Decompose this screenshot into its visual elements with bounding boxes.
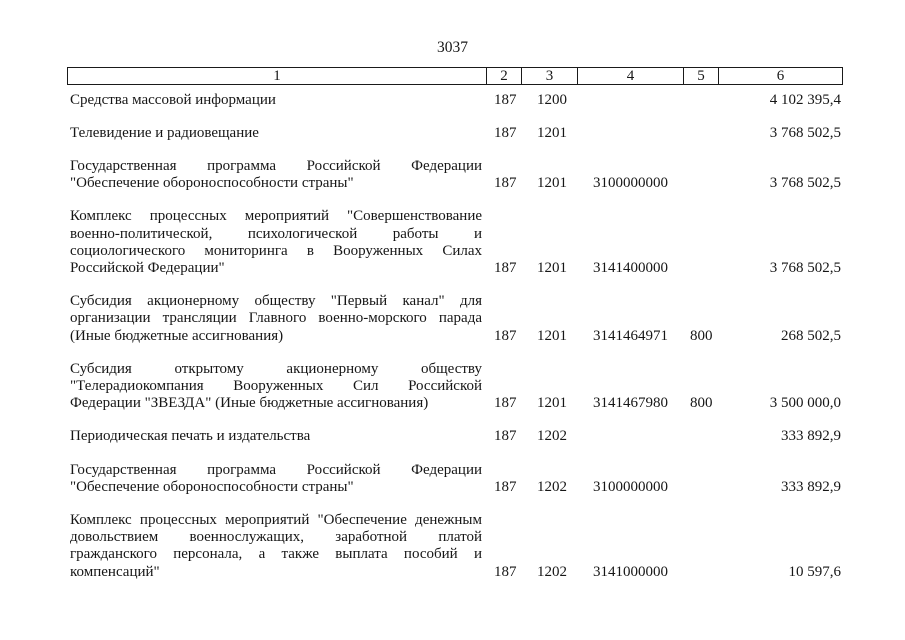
item-name-line: Федерации "ЗВЕЗДА" (Иные бюджетные ассигнования)	[70, 395, 429, 412]
ministry-code-cell: 187	[494, 563, 517, 580]
item-name-line: "Обеспечение обороноспособности страны"	[70, 175, 354, 192]
expense-type-cell: 800	[690, 327, 713, 344]
table-row	[68, 92, 842, 109]
amount-cell: 3 768 502,5	[769, 175, 841, 192]
ministry-code-cell: 187	[494, 124, 517, 141]
section-code-cell: 1202	[537, 563, 567, 580]
item-name-line: компенсаций"	[70, 563, 160, 580]
ministry-code-cell: 187	[494, 428, 517, 445]
page-number: 3037	[437, 39, 468, 56]
header-col-2: 2	[486, 68, 521, 84]
item-name-line: организации трансляции Главного военно-морского парада	[70, 310, 482, 327]
table-header-row	[67, 67, 843, 85]
item-name-line: довольствием военнослужащих, заработной платой	[70, 529, 482, 546]
table-row	[68, 462, 842, 496]
target-item-cell: 3100000000	[593, 175, 668, 192]
target-item-cell: 3141400000	[593, 259, 668, 276]
item-name-line: Средства массовой информации	[70, 91, 276, 108]
target-item-cell: 3141000000	[593, 563, 668, 580]
table-row	[68, 158, 842, 192]
item-name-cell	[68, 428, 486, 445]
item-name-cell	[68, 361, 486, 413]
section-code-cell: 1200	[537, 91, 567, 108]
ministry-code-cell: 187	[494, 259, 517, 276]
amount-cell: 10 597,6	[788, 563, 841, 580]
target-item-cell: 3141467980	[593, 395, 668, 412]
amount-cell: 3 768 502,5	[769, 259, 841, 276]
item-name-cell	[68, 293, 486, 345]
item-name-line: Субсидия открытому акционерному обществу	[70, 360, 482, 377]
amount-cell: 333 892,9	[781, 428, 841, 445]
item-name-line: гражданского персонала, а также выплата пособий и	[70, 546, 482, 563]
header-col-6: 6	[718, 68, 842, 84]
table-row	[68, 125, 842, 142]
item-name-line: Комплекс процессных мероприятий "Совершенствование	[70, 208, 482, 225]
amount-cell: 3 500 000,0	[769, 395, 841, 412]
section-code-cell: 1201	[537, 175, 567, 192]
item-name-line: Комплекс процессных мероприятий "Обеспечение денежным	[70, 511, 482, 528]
item-name-line: военно-политической, психологической работы и	[70, 225, 482, 242]
item-name-line: Телевидение и радиовещание	[70, 124, 259, 141]
table-row	[68, 293, 842, 345]
section-code-cell: 1202	[537, 478, 567, 495]
item-name-line: "Обеспечение обороноспособности страны"	[70, 478, 354, 495]
target-item-cell: 3141464971	[593, 327, 668, 344]
ministry-code-cell: 187	[494, 91, 517, 108]
section-code-cell: 1201	[537, 124, 567, 141]
header-col-3: 3	[521, 68, 577, 84]
ministry-code-cell: 187	[494, 175, 517, 192]
target-item-cell: 3100000000	[593, 478, 668, 495]
item-name-cell	[68, 462, 486, 496]
ministry-code-cell: 187	[494, 478, 517, 495]
table-body	[68, 92, 842, 597]
header-col-4: 4	[577, 68, 683, 84]
item-name-cell	[68, 125, 486, 142]
section-code-cell: 1202	[537, 428, 567, 445]
item-name-line: Государственная программа Российской Федерации	[70, 157, 482, 174]
item-name-cell	[68, 512, 486, 581]
section-code-cell: 1201	[537, 327, 567, 344]
item-name-cell	[68, 208, 486, 277]
item-name-line: "Телерадиокомпания Вооруженных Сил Российской	[70, 377, 482, 394]
item-name-cell	[68, 92, 486, 109]
item-name-line: Периодическая печать и издательства	[70, 428, 311, 445]
item-name-line: Государственная программа Российской Федерации	[70, 461, 482, 478]
item-name-line: (Иные бюджетные ассигнования)	[70, 327, 284, 344]
section-code-cell: 1201	[537, 259, 567, 276]
amount-cell: 333 892,9	[781, 478, 841, 495]
item-name-line: Российской Федерации"	[70, 259, 225, 276]
amount-cell: 3 768 502,5	[769, 124, 841, 141]
section-code-cell: 1201	[537, 395, 567, 412]
table-row	[68, 361, 842, 413]
table-row	[68, 428, 842, 445]
table-row	[68, 208, 842, 277]
item-name-line: Субсидия акционерному обществу "Первый канал" для	[70, 293, 482, 310]
ministry-code-cell: 187	[494, 395, 517, 412]
ministry-code-cell: 187	[494, 327, 517, 344]
expense-type-cell: 800	[690, 395, 713, 412]
item-name-line: социологического мониторинга в Вооруженных Силах	[70, 242, 482, 259]
table-row	[68, 512, 842, 581]
header-col-5: 5	[683, 68, 718, 84]
item-name-cell	[68, 158, 486, 192]
amount-cell: 268 502,5	[781, 327, 841, 344]
header-col-1: 1	[273, 68, 281, 84]
amount-cell: 4 102 395,4	[769, 91, 841, 108]
